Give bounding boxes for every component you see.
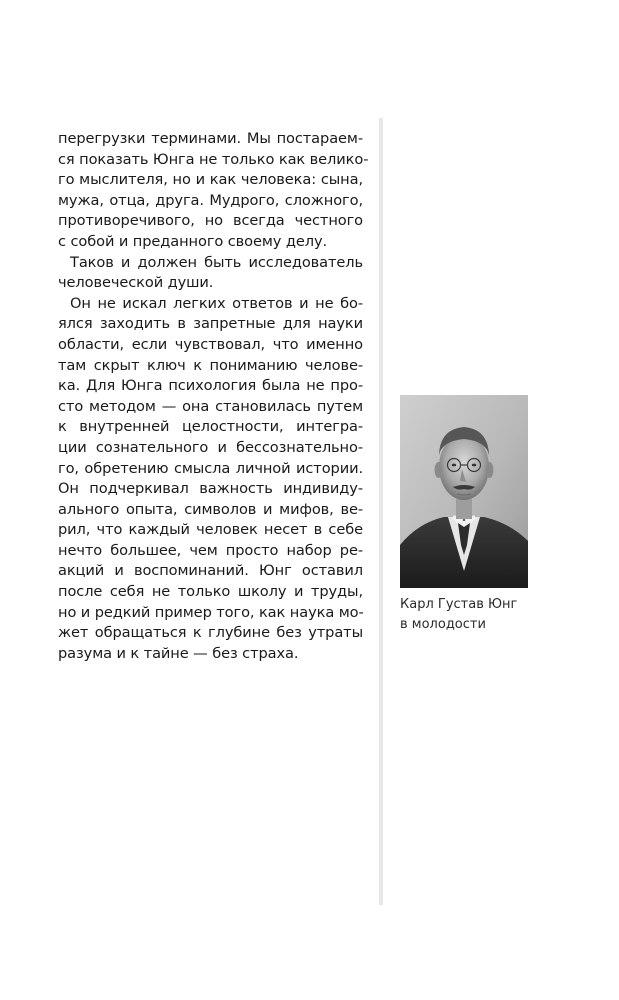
text-line: мужа, отца, друга. Мудрого, сложного, [58, 191, 363, 209]
text-line: Таков и должен быть исследователь [70, 253, 363, 271]
column-divider [379, 118, 383, 905]
text-line: Он подчеркивал важность индивиду- [58, 480, 363, 498]
text-line: но и редкий пример того, как наука мо- [58, 603, 364, 621]
caption-line: в молодости [400, 617, 486, 632]
portrait-figure [400, 395, 528, 635]
text-line: ялся заходить в запретные для науки [58, 315, 363, 333]
text-line: акций и воспоминаний. Юнг оставил [58, 562, 363, 580]
text-line: жет обращаться к глубине без утраты [58, 624, 363, 642]
text-line: к внутренней целостности, интегра- [58, 418, 363, 436]
text-line: с собой и преданного своему делу. [58, 232, 328, 250]
text-line: ального опыта, символов и мифов, ве- [58, 500, 363, 518]
text-line: после себя не только школу и труды, [58, 583, 363, 601]
text-line: ся показать Юнга не только как велико- [58, 150, 369, 168]
portrait-photo [400, 395, 528, 588]
text-line: сто методом — она становилась путем [58, 397, 363, 415]
text-line: противоречивого, но всегда честного [58, 212, 363, 230]
body-text [58, 129, 369, 664]
text-line: ции сознательного и бессознательно- [58, 438, 363, 456]
text-line: разума и к тайне — без страха. [58, 644, 299, 662]
text-line: области, если чувствовал, что именно [58, 335, 363, 353]
text-line: нечто большее, чем просто набор ре- [58, 541, 363, 559]
text-line: перегрузки терминами. Мы постараем- [58, 130, 363, 147]
text-line: го мыслителя, но и как человека: сына, [58, 171, 363, 189]
text-line: го, обретению смысла личной истории. [58, 459, 363, 477]
text-line: Он не искал легких ответов и не бо- [70, 294, 363, 312]
text-line: человеческой души. [58, 274, 214, 292]
text-line: там скрыт ключ к пониманию челове- [58, 356, 363, 374]
portrait-caption [400, 595, 528, 635]
caption-line: Карл Густав Юнг [400, 597, 518, 612]
text-line: ка. Для Юнга психология была не про- [58, 377, 363, 395]
text-line: рил, что каждый человек несет в себе [58, 521, 363, 539]
